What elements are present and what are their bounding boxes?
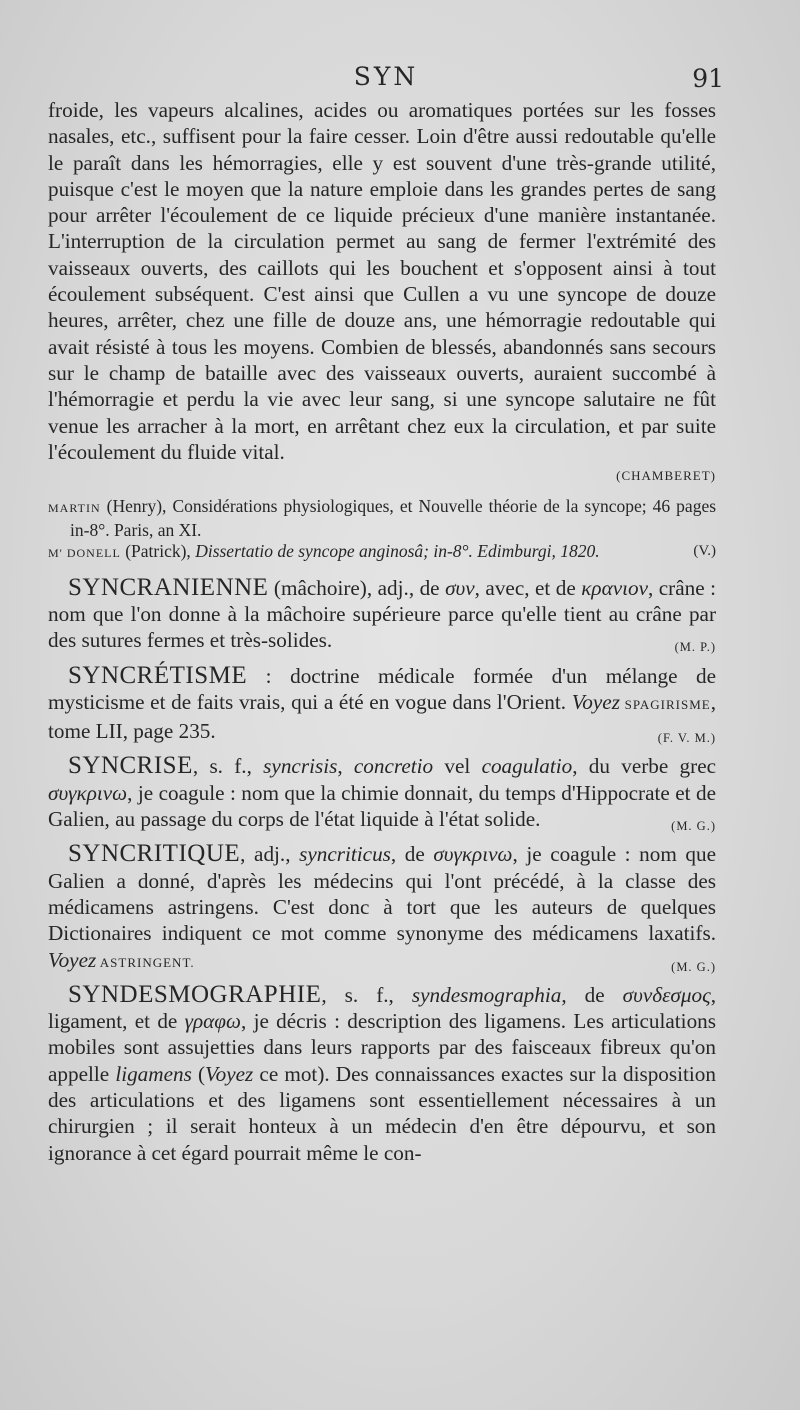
entry-headword: SYNCRANIENNE xyxy=(68,573,269,601)
cross-reference: SPAGIRISME xyxy=(619,696,711,712)
entry-text: vel xyxy=(433,754,482,779)
running-head: SYN xyxy=(353,62,419,91)
reference-signature: (V.) xyxy=(693,543,716,560)
entry-signature: (F. V. M.) xyxy=(657,731,716,746)
greek-word: συγκρινω xyxy=(48,780,128,805)
reference-author: M' DONELL xyxy=(48,546,121,561)
entry-text: (mâchoire), adj., de xyxy=(268,575,446,600)
italic-text: concretio xyxy=(353,754,434,779)
page-number: 91 xyxy=(692,64,724,93)
italic-text: Voyez xyxy=(571,689,620,714)
italic-text: coagulatio xyxy=(481,754,573,779)
reference-first-name: (Patrick), xyxy=(125,541,191,562)
dictionary-entry xyxy=(48,575,716,661)
entry-text: , je coagule : nom que la chimie donnait, du temps d'Hippocrate et de Galien, au passage du corps de l'état liquide à l'état solide. xyxy=(48,780,716,832)
entry-text: , xyxy=(337,754,354,779)
page-header xyxy=(48,62,724,98)
dictionary-entry xyxy=(48,753,716,839)
greek-word: συν xyxy=(445,575,475,600)
page-content xyxy=(48,97,716,1168)
entry-text: ce mot). Des connaissances exactes sur la disposition des articulations et des ligamens sont essentiellement nécessaires à un chirurgien ; il serait honteux à un médecin d'en être dépourvu, et son ignorance à cet égard pourrait même le con- xyxy=(48,1061,716,1165)
greek-word: συγκρινω xyxy=(433,842,513,867)
reference-title: Dissertatio de syncope anginosâ; in-8°. Edimburgi, 1820. xyxy=(195,541,600,562)
entry-text: , s. f., xyxy=(321,982,412,1007)
entry-text: : doctrine médicale formée d'un mélange de mysticisme et de faits vrais, qui a été en vogue dans l'Orient. xyxy=(48,663,716,714)
entry-text: , tome LII, page 235. xyxy=(48,689,716,744)
dictionary-entries xyxy=(48,575,716,1166)
entry-signature: (M. P.) xyxy=(674,640,716,655)
entry-text: , s. f., xyxy=(192,754,264,779)
italic-text: syncrisis xyxy=(263,754,338,779)
reference-title: Considérations physiologiques, et Nouvelle théorie de la syncope; 46 pages in-8°. Paris, an XI. xyxy=(70,496,717,540)
reference-item xyxy=(48,541,716,565)
reference-author: MARTIN xyxy=(48,501,101,516)
entry-headword: SYNCRITIQUE xyxy=(68,840,241,868)
entry-text: , je décris : description des ligamens. Les articulations mobiles sont assujetties dans leurs rapports par des faisceaux fibreux qu'on appelle xyxy=(48,1009,716,1086)
greek-word: γραφω xyxy=(184,1009,241,1034)
italic-text: ligamens xyxy=(115,1061,192,1086)
entry-text: , ligament, et de xyxy=(48,982,716,1034)
entry-headword: SYNDESMOGRAPHIE xyxy=(68,980,322,1008)
article-signature: (CHAMBERET) xyxy=(616,468,716,484)
entry-text: , de xyxy=(561,982,623,1007)
entry-headword: SYNCRISE xyxy=(68,752,193,780)
entry-text: , avec, et de xyxy=(474,575,582,600)
entry-signature: (M. G.) xyxy=(671,959,716,974)
reference-first-name: (Henry), xyxy=(106,496,167,517)
italic-text: Voyez xyxy=(205,1061,254,1086)
entry-text: , adj., xyxy=(240,842,300,867)
dictionary-entry xyxy=(48,841,716,979)
entry-text: , crâne : nom que l'on donne à la mâchoire supérieure parce qu'elle tient au crâne par des sutures fermes et très-solides. xyxy=(48,575,716,653)
entry-headword: SYNCRÉTISME xyxy=(68,661,248,689)
entry-text: , je coagule : nom que Galien a donné, d'après les médecins qui l'ont précédé, à la classe des médicamens astringens. C'est donc à tort que les auteurs de quelques Dictionaires indiquent ce mot comme synonyme des médicamens laxatifs. xyxy=(48,842,716,946)
italic-text: Voyez xyxy=(48,947,97,972)
italic-text: syndesmographia xyxy=(411,982,562,1007)
syncope-article-end xyxy=(48,97,716,465)
greek-word: συνδεσμος xyxy=(622,982,711,1007)
article-text: froide, les vapeurs alcalines, acides ou aromatiques portées sur les fosses nasales, etc., suffisent pour la faire cesser. Loin d'être aussi redoutable qu'elle le paraît dans les hémorragies, elle y est souvent d'une très-grande utilité, puisque c'est le moyen que la nature emploie dans les grandes pertes de sang pour arrêter l'écoulement de ce liquide précieux d'une manière instantanée. L'interruption de la circulation permet au sang de fermer l'extrémité des vaisseaux ouverts, des caillots qui les bouchent et s'opposent ainsi à tout écoulement subséquent. C'est ainsi que Cullen a vu une syncope de douze heures, arrêter, chez une fille de douze ans, une hémorragie redoutable qui avait résisté à tous les moyens. Combien de blessés, abandonnés sans secours sur le champ de bataille avec des vaisseaux ouverts, auraient succombé à l'hémorragie et perdu la vie avec leur sang, si une syncope salutaire ne fût venue les arracher à la mort, en arrêtant chez eux la circulation, et par suite l'écoulement du fluide vital. xyxy=(48,98,716,464)
greek-word: κρανιον xyxy=(581,575,648,600)
reference-item xyxy=(48,496,716,541)
dictionary-entry xyxy=(48,982,716,1166)
dictionary-entry xyxy=(48,663,716,752)
entry-text: , de xyxy=(390,842,434,867)
cross-reference: ASTRINGENT. xyxy=(96,954,195,970)
italic-text: syncriticus xyxy=(299,842,391,867)
entry-text: , du verbe grec xyxy=(572,754,716,779)
entry-signature: (M. G.) xyxy=(671,819,716,834)
bibliography xyxy=(48,496,716,565)
entry-text: ( xyxy=(191,1061,206,1086)
